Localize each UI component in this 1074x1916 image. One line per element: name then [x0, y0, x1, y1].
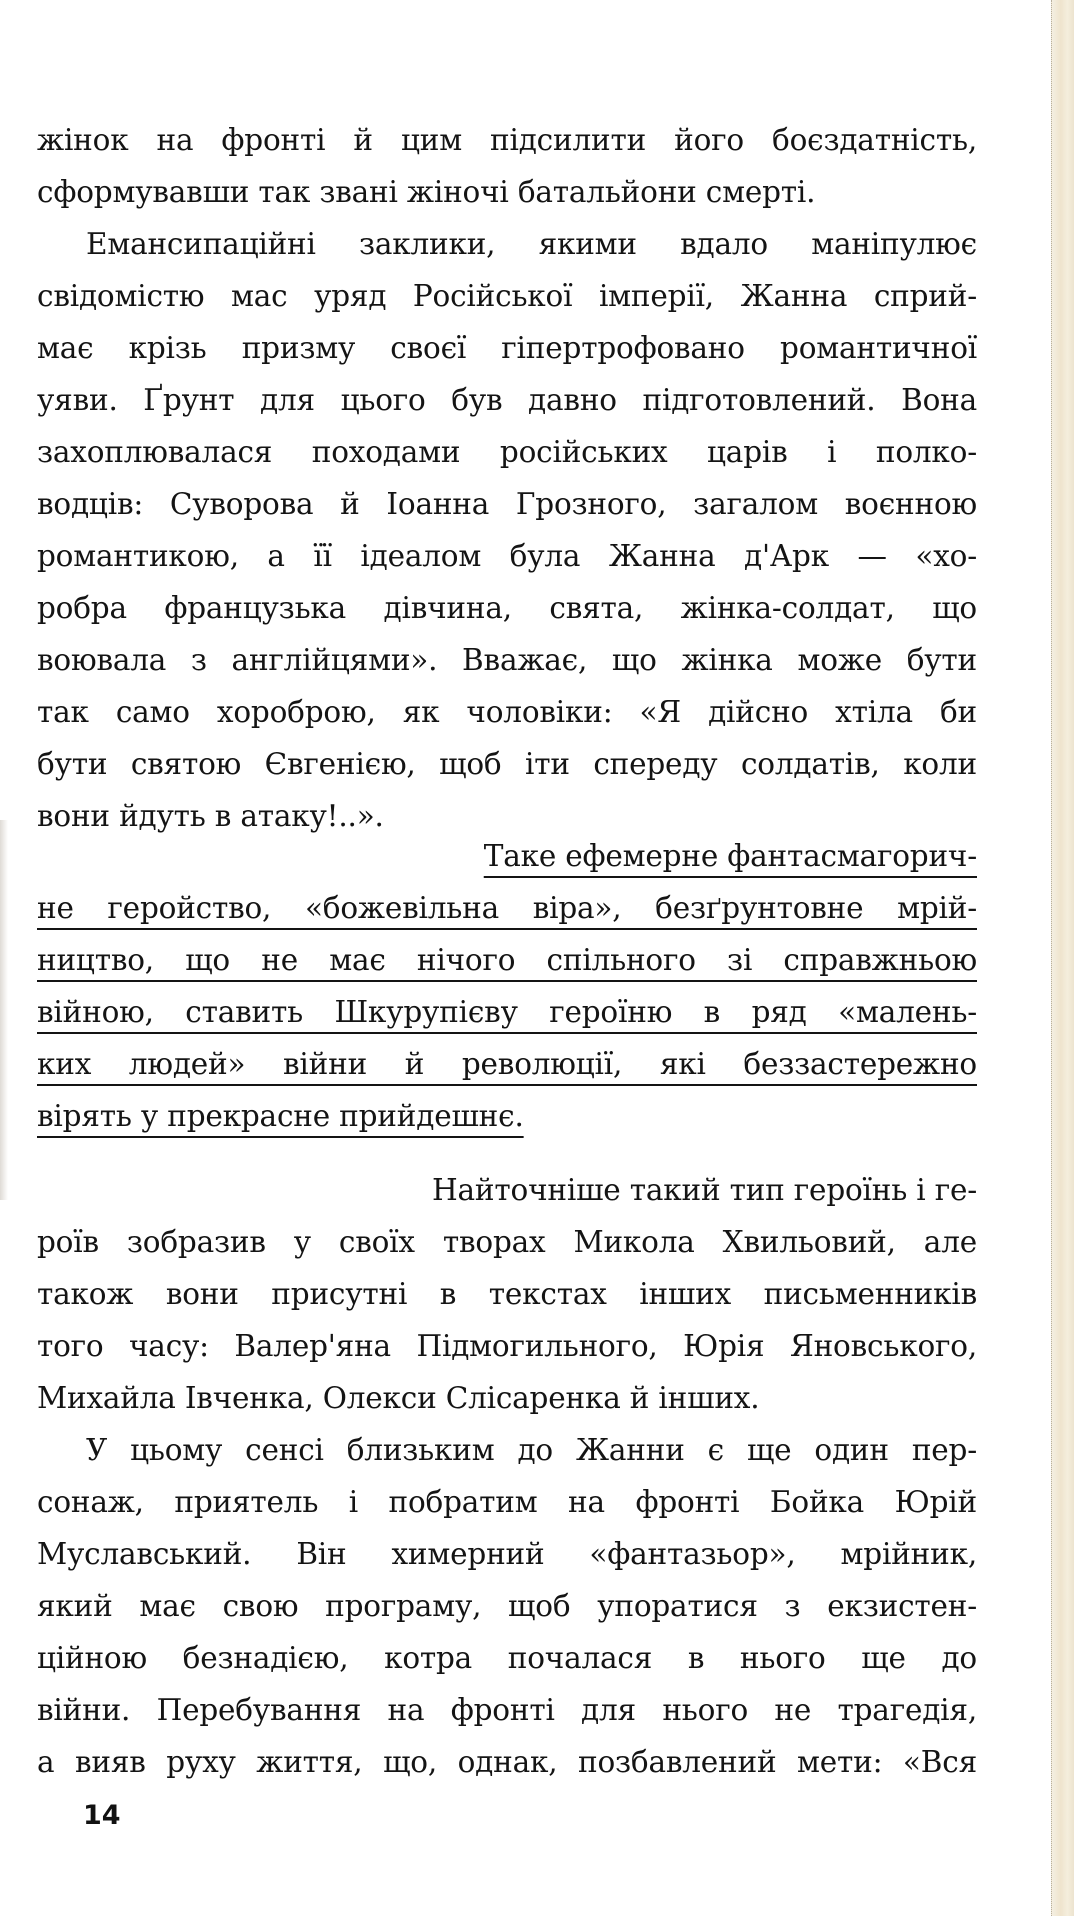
text-line: жінок на фронті й цим підсилити його боєздатність,	[37, 123, 977, 157]
text-line: сонаж, приятель і побратим на фронті Бойка Юрій	[37, 1485, 977, 1519]
text-line: а вияв руху життя, що, однак, позбавлений мети: «Вся	[37, 1745, 977, 1779]
paragraph-continuation	[37, 114, 977, 218]
text-line: романтикою, а її ідеалом була Жанна д'Арк — «хо-	[37, 539, 977, 573]
text-line: війною, ставить Шкурупієву героїню в ряд «малень-	[37, 995, 977, 1029]
page-number: 14	[83, 1800, 121, 1831]
text-line: ництво, що не має нічого спільного зі справжньою	[37, 943, 977, 977]
text-line: війни. Перебування на фронті для нього не трагедія,	[37, 1693, 977, 1727]
text-line: Михайла Івченка, Олекси Слісаренка й інших.	[37, 1381, 760, 1415]
text-line: водців: Суворова й Іоанна Грозного, загалом воєнною	[37, 487, 977, 521]
underlined-text: вірять у прекрасне прийдешнє.	[37, 1099, 524, 1133]
text-line: робра французька дівчина, свята, жінка-солдат, що	[37, 591, 977, 625]
text-line: того часу: Валер'яна Підмогильного, Юрія Яновського,	[37, 1329, 977, 1363]
text-line: бути святою Євгенією, щоб іти спереду солдатів, коли	[37, 747, 977, 781]
text-line: захоплювалася походами російських царів і полко-	[37, 435, 977, 469]
text-line	[37, 830, 977, 882]
text-line: уяви. Ґрунт для цього був давно підготовлений. Вона	[37, 383, 977, 417]
text-line: свідомістю мас уряд Російської імперії, Жанна сприй-	[37, 279, 977, 313]
text-line: Найточніше такий тип героїнь і ге-	[432, 1173, 977, 1207]
text-line: воювала з англійцями». Вважає, що жінка може бути	[37, 643, 977, 677]
underlined-text: Таке ефемерне фантасмагорич-	[483, 839, 977, 873]
paragraph-emancipation	[37, 218, 977, 842]
text-line: сформувавши так звані жіночі батальйони смерті.	[37, 175, 816, 209]
paragraph-khvylovy	[37, 1164, 977, 1424]
text-line: також вони присутні в текстах інших письменників	[37, 1277, 977, 1311]
text-line: так само хороброю, як чоловіки: «Я дійсно хтіла би	[37, 695, 977, 729]
text-line: який має свою програму, щоб упоратися з екзистен-	[37, 1589, 977, 1623]
text-line: У цьому сенсі близьким до Жанни є ще один пер-	[86, 1433, 977, 1467]
book-page-edge	[1051, 0, 1074, 1916]
text-line: Емансипаційні заклики, якими вдало маніпулює	[86, 227, 977, 261]
text-line: Муславський. Він химерний «фантазьор», мрійник,	[37, 1537, 977, 1571]
text-line: не геройство, «божевільна віра», безґрунтовне мрій-	[37, 891, 977, 925]
text-line: вони йдуть в атаку!..».	[37, 799, 384, 833]
text-line: має крізь призму своєї гіпертрофовано романтичної	[37, 331, 977, 365]
text-line: ційною безнадією, котра почалася в нього ще до	[37, 1641, 977, 1675]
underlined-passage	[37, 830, 977, 1142]
text-line	[37, 1090, 977, 1142]
text-line: роїв зобразив у своїх творах Микола Хвильовий, але	[37, 1225, 977, 1259]
paragraph-muslavsky	[37, 1424, 977, 1788]
scan-shadow	[0, 820, 8, 1200]
text-line: ких людей» війни й революції, які беззастережно	[37, 1047, 977, 1081]
